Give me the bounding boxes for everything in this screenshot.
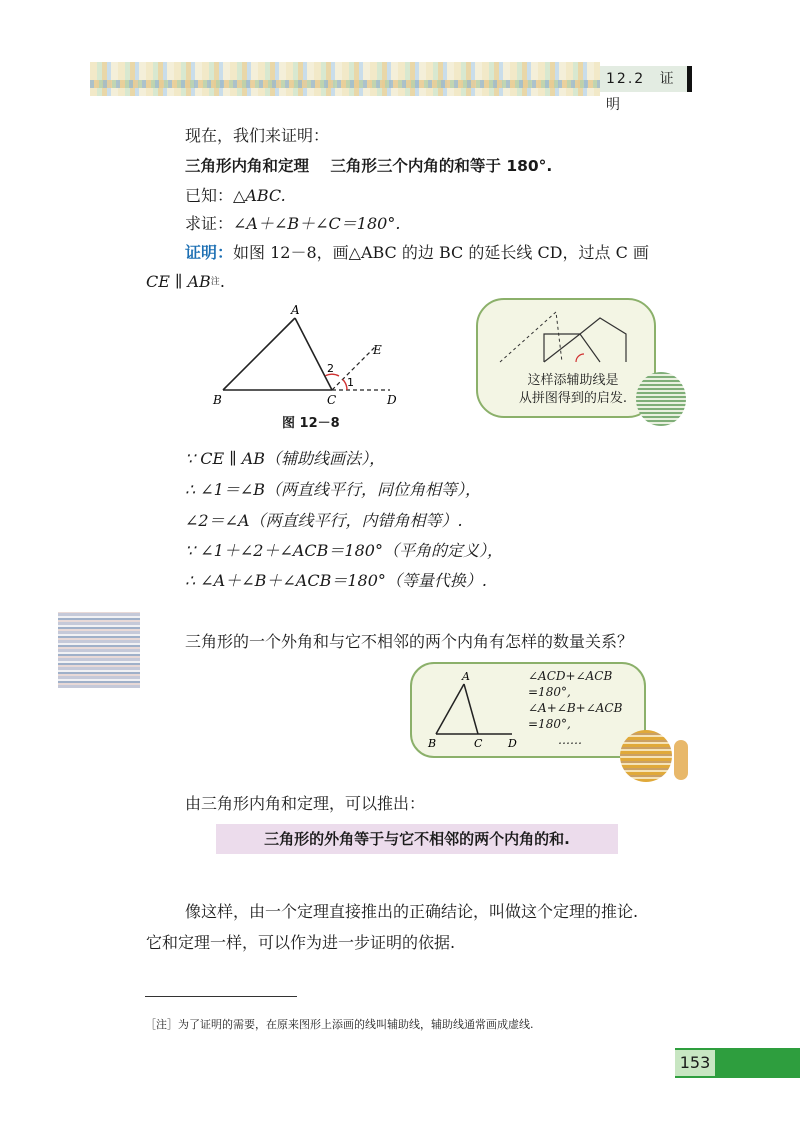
section-number: 12.2 [606,71,646,87]
step-3: ∠2＝∠A（两直线平行，内错角相等）. [185,511,463,530]
bubble-line-4: =180°, [528,717,571,731]
section-title: 证 明 [606,71,676,113]
hint-bubble [476,298,656,418]
prove-label: 求证： [185,214,234,233]
hint-text [508,372,638,408]
step-1: ∵ CE ∥ AB（辅助线画法）， [185,449,386,468]
prove-line [185,214,400,234]
proof-line-2 [146,272,225,292]
think-question: 三角形的一个外角和与它不相邻的两个内角有怎样的数量关系？ [185,632,634,651]
header-decoration-stripe [90,80,600,88]
label-c: C [327,393,337,407]
hint-line-1: 这样添辅助线是 [527,373,619,388]
bubble-line-2: =180°, [528,685,571,699]
theorem-line [185,156,552,176]
label-angle-2: 2 [327,362,334,375]
bubble-line-5: …… [558,733,582,747]
proof-text-2-end: . [219,272,225,291]
side-ab [223,318,295,390]
conclusion-line-1: 像这样，由一个定理直接推出的正确结论，叫做这个定理的推论. [185,902,639,921]
bubble-line-1: ∠ACD+∠ACB [528,669,613,683]
step-4: ∵ ∠1＋∠2＋∠ACB＝180°（平角的定义）， [185,541,503,560]
prove-value: ∠A＋∠B＋∠C＝180°. [233,214,401,233]
theorem-name: 三角形内角和定理 [185,157,310,175]
hint-line-2: 从拼图得到的启发. [518,391,628,406]
think-side-ab [436,684,464,734]
think-bubble [410,662,646,758]
think-label-a: A [462,670,470,683]
proof-text-1: 如图 12－8，画△ABC 的边 BC 的延长线 CD，过点 C 画 [233,243,649,262]
label-a: A [291,303,300,317]
proof-label: 证明： [185,243,234,262]
side-ac [295,318,332,390]
puzzle-inner [544,334,600,362]
given-value: △ABC. [233,186,286,205]
label-b: B [213,393,222,407]
think-side-ac [464,684,478,734]
header-decoration [90,62,600,96]
footnote-rule [145,996,297,997]
character-decoration [620,730,672,782]
theorem-text: 三角形三个内角的和等于 180°. [330,157,553,175]
think-icon [58,612,140,688]
conclusion-line-2: 它和定理一样，可以作为进一步证明的依据. [146,933,456,952]
puzzle-angle-mark [576,354,584,362]
step-2: ∴ ∠1＝∠B（两直线平行，同位角相等）， [185,480,482,499]
label-e: E [373,343,382,357]
proof-text-2: CE ∥ AB [146,272,211,291]
footnote: ［注］为了证明的需要，在原来图形上添画的线叫辅助线，辅助线通常画成虚线. [145,1018,534,1031]
page-number: 153 [675,1050,715,1076]
think-label-c: C [474,737,483,750]
think-label-b: B [428,737,437,750]
given-line [185,186,286,206]
think-bubble-text [528,668,622,748]
section-header [600,66,692,113]
footnote-marker: 注 [210,277,220,287]
label-d: D [387,393,397,407]
think-label-d: D [508,737,517,750]
corollary-intro: 由三角形内角和定理，可以推出： [185,794,426,813]
intro-line: 现在，我们来证明： [185,126,330,145]
think-triangle-figure [422,670,522,750]
figure-12-8 [205,300,415,412]
corollary-statement: 三角形的外角等于与它不相邻的两个内角的和. [216,824,618,854]
proof-line-1 [185,243,649,263]
step-5: ∴ ∠A＋∠B＋∠ACB＝180°（等量代换）. [185,571,487,590]
figure-caption: 图 12－8 [282,416,340,431]
puzzle-illustration [492,304,642,370]
given-label: 已知： [185,186,234,205]
label-angle-1: 1 [347,376,354,389]
figure-decoration [674,740,688,780]
globe-decoration [636,372,686,426]
bubble-line-3: ∠A+∠B+∠ACB [528,701,623,715]
